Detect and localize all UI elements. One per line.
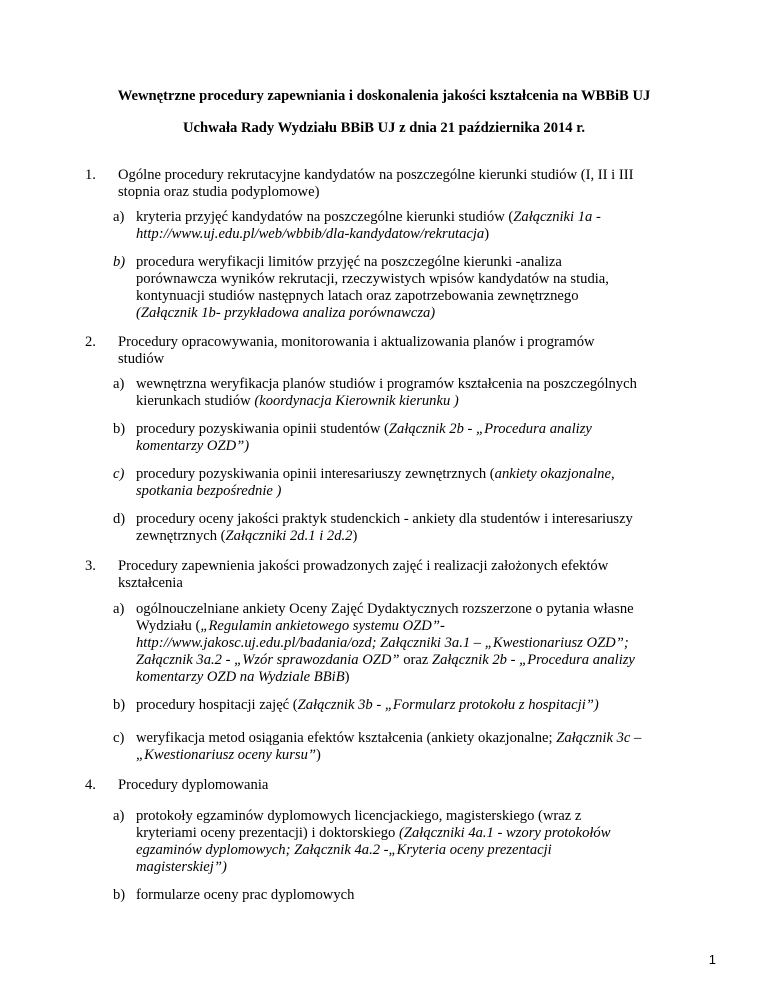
section-number: 3. (85, 558, 96, 574)
document-title: Wewnętrzne procedury zapewniania i doskonalenia jakości kształcenia na WBBiB UJ (117, 88, 651, 104)
section-number: 1. (85, 167, 96, 183)
section-heading: Ogólne procedury rekrutacyjne kandydatów na poszczególne kierunki studiów (I, II i III stopnia oraz studia podyplomowe) (118, 167, 634, 200)
section-heading: Procedury dyplomowania (118, 777, 269, 793)
document-subtitle: Uchwała Rady Wydziału BBiB UJ z dnia 21 października 2014 r. (182, 120, 586, 136)
section-heading: Procedury zapewnienia jakości prowadzonych zajęć i realizacji założonych efektów kształcenia (118, 558, 609, 591)
section-number: 4. (85, 777, 96, 793)
section-heading: Procedury opracowywania, monitorowania i aktualizowania planów i programów studiów (118, 334, 595, 367)
document-page: Wewnętrzne procedury zapewniania i doskonalenia jakości kształcenia na WBBiB UJ Uchwała Rady Wydziału BBiB UJ z dnia 21 października 2014 r. 1. Ogólne procedury rekrutacyjne kandydatów na poszczególne kierunki studiów (I, II i III stopnia oraz studia podyplomowe) a) kryteria przyjęć kandydatów na poszczególne kierunki studiów (Załączniki 1a - http://www.uj.edu.pl/web/wbbib/dla-kandydatow/rekrutacja) b) procedura weryfikacji limitów przyjęć na poszczególne kierunki -analiza porównawcza wyników rekrutacji, rzeczywistych wpisów kandydatów na studia, kontynuacji studiów następnych latach oraz zapotrzebowania zewnętrznego (Załącznik 1b- przykładowa analiza porównawcza) 2. Procedury opracowywania, monitorowania i aktualizowania planów i programów studiów a) wewnętrzna weryfikacja planów studiów i programów kształcenia na poszczególnych kierunkach studiów (koordynacja Kierownik kierunku ) b) procedury pozyskiwania opinii studentów (Załącznik 2b - „Procedura analizy komentarzy OZD”) c) procedury pozyskiwania opinii interesariuszy zewnętrznych (ankiety okazjonalne, spotkania bezpośrednie ) d) procedury oceny jakości praktyk studenckich - ankiety dla studentów i interesariuszy zewnętrznych (Załączniki 2d.1 i 2d.2) 3. Procedury zapewnienia jakości prowadzonych zajęć i realizacji założonych efektów kształcenia a) ogólnouczelniane ankiety Oceny Zajęć Dydaktycznych rozszerzone o pytania własne Wydziału („Regulamin ankietowego systemu OZD”- http://www.jakosc.uj.edu.pl/badania/ozd; Załączniki 3a.1 – „Kwestionariusz OZD”; Załącznik 3a.2 - „Wzór sprawozdania OZD” oraz Załącznik 2b - „Procedura analizy komentarzy OZD na Wydziale BBiB) b) procedury hospitacji zajęć (Załącznik 3b - „Formularz protokołu z hospitacji”) c) weryfikacja metod osiągania efektów kształcenia (ankiety okazjonalne; Załącznik 3c – „Kwestionariusz oceny kursu”) 4. Procedury dyplomowania a) protokoły egzaminów dyplomowych licencjackiego, magisterskiego (wraz z kryteriami oceny prezentacji) i doktorskiego (Załączniki 4a.1 - wzory protokołów egzaminów dyplomowych; Załącznik 4a.2 -„Kryteria oceny prezentacji magisterskiej”) b) formularze oceny prac dyplomowych 1 (0, 0, 768, 994)
rekrutacja-link: http://www.uj.edu.pl/web/wbbib/dla-kandydatow/rekrutacja (136, 226, 485, 242)
section-number: 2. (85, 334, 96, 350)
page-number: 1 (708, 952, 716, 967)
